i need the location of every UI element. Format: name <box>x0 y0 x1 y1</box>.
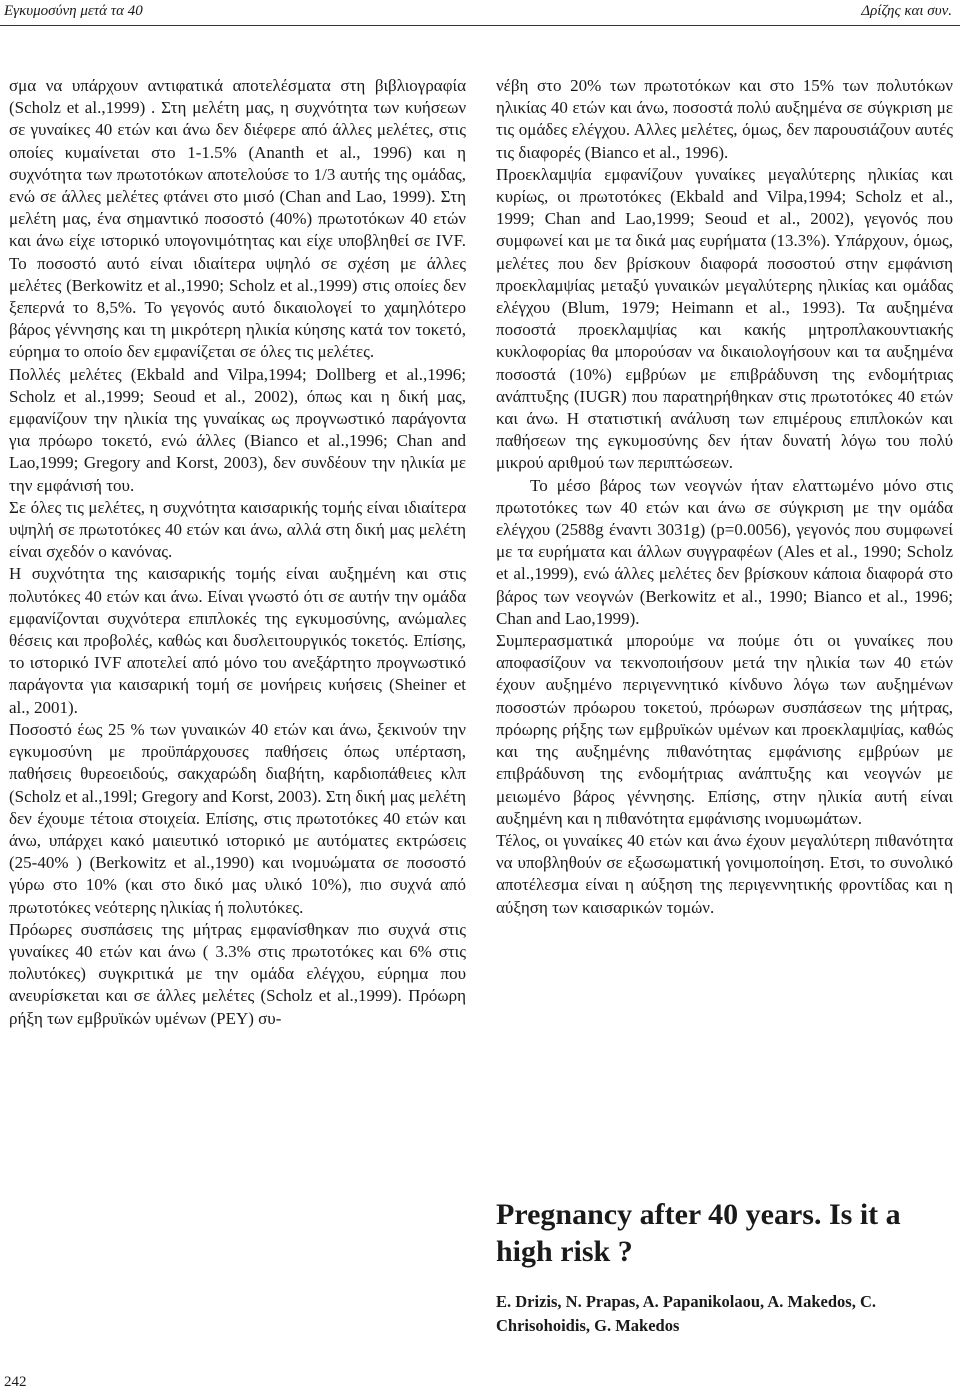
paragraph: Πολλές μελέτες (Ekbald and Vilpa,1994; Dollberg et al.,1996; Scholz et al.,1999; Seoud et al., 2002), όπως και η δική μας, εμφανίζουν την ηλικία της γυναίκας ως προγνωστικό παράγοντα για πρόωρο τοκετό, ενώ άλλες (Bianco et al.,1996; Chan and Lao,1999; Gregory and Korst, 2003), δεν συνδέουν την ηλικία με την εμφάνισή του. <box>9 364 466 495</box>
paragraph: Ποσοστό έως 25 % των γυναικών 40 ετών και άνω, ξεκινούν την εγκυμοσύνη με προϋπάρχουσες παθήσεις όπως υπέρταση, παθήσεις θυρεοειδούς, σακχαρώδη διαβήτη, καρδιοπάθειες κλπ (Scholz et al.,199l; Gregory and Korst, 2003). Στη δική μας μελέτη δεν έχουμε τέτοια στοιχεία. Επίσης, στις πρωτοτόκες 40 ετών και άνω, υπάρχει κακό μαιευτικό ιστορικό με αυτόματες εκτρώσεις (25-40% ) (Berkowitz et al.,1990) και ινομυώματα σε ποσοστό γύρω στο 10% (και στο δικό μας υλικό 10%), πιο συχνά από πρωτοτόκες νεότερης ηλικίας ή πολυτόκες. <box>9 719 466 917</box>
paragraph: Το μέσο βάρος των νεογνών ήταν ελαττωμένο μόνο στις πρωτοτόκες των 40 ετών και άνω σε σύγκριση με την ομάδα ελέγχου (2588g έναντι 3031g) (p=0.0056), γεγονός που συμφωνεί με τα ευρήματα και άλλων συγγραφέων (Ales et al., 1990; Scholz et al.,1999), ενώ άλλες μελέτες δεν βρίσκουν κάποια διαφορά στο βάρος των νεογνών (Berkowitz et al., 1990; Bianco et al., 1996; Chan and Lao,1999). <box>496 475 953 628</box>
paragraph: νέβη στο 20% των πρωτοτόκων και στο 15% των πολυτόκων ηλικίας 40 ετών και άνω, ποσοστά πολύ αυξημένα σε σύγκριση με τις ομάδες ελέγχου. Αλλες μελέτες, όμως, δεν παρουσιάζουν αυτές τις διαφορές (Bianco et al., 1996). <box>496 76 953 162</box>
page-number: 242 <box>4 1374 27 1390</box>
header-rule <box>0 25 960 26</box>
left-column <box>9 75 466 1030</box>
running-head-left: Εγκυμοσύνη μετά τα 40 <box>4 3 143 19</box>
paragraph: σμα να υπάρχουν αντιφατικά αποτελέσματα στη βιβλιογραφία (Scholz et al.,1999) . Στη μελέτη μας, η συχνότητα των κυήσεων σε γυναίκες 40 ετών και άνω δεν διέφερε από άλλες μελέτες, στις οποίες κυμαίνεται στο 1-1.5% (Ananth et al., 1996) και η συχνότητα των πρωτοτόκων αποτελούσε το 1/3 αυτής της ομάδας, ενώ σε άλλες μελέτες φτάνει στο μισό (Chan and Lao, 1999). Στη μελέτη μας, ένα σημαντικό ποσοστό (40%) πρωτοτόκων 40 ετών και άνω είχε ιστορικό υπογονιμότητας και είχε υποβληθεί σε IVF. Το ποσοστό αυτό είναι ιδιαίτερα υψηλό σε σχέση με άλλες μελέτες (Berkowitz et al.,1990; Scholz et al.,1999) στις οποίες δεν ξεπερνά το 8,5%. Το γεγονός αυτό δικαιολογεί το χαμηλότερο βάρος γέννησης και τη μικρότερη ηλικία κύησης κατά τον τοκετό, εύρημα το οποίο δεν εμφανίζεται σε όλες τις μελέτες. <box>9 76 466 362</box>
running-head-right: Δρίζης και συν. <box>861 3 952 19</box>
authors: E. Drizis, N. Prapas, A. Papanikolaou, A. Makedos, C. Chrisohoidis, G. Makedos <box>496 1292 876 1335</box>
english-title: Pregnancy after 40 years. Is it a high risk ? <box>496 1198 901 1268</box>
running-head <box>0 0 960 22</box>
paragraph: Προεκλαμψία εμφανίζουν γυναίκες μεγαλύτερης ηλικίας και κυρίως, οι πρωτοτόκες (Ekbald and Vilpa,1994; Scholz et al., 1999; Chan and Lao,1999; Seoud et al., 2002), γεγονός που συμφωνεί και με τα δικά μας ευρήματα (13.3%). Υπάρχουν, όμως, μελέτες που δεν βρίσκουν διαφορά ποσοστού στην εμφάνιση προεκλαμψίας μεταξύ γυναικών μεγαλύτερης ηλικίας και ομάδας ελέγχου (Blum, 1979; Heimann et al., 1993). Τα αυξημένα ποσοστά προεκλαμψίας και κακής μητροπλακουντιακής κυκλοφορίας θα μπορούσαν να δικαιολογήσουν και τα αυξημένα ποσοστά (10%) εμβρύων με επιβράδυνση της ενδομήτριας ανάπτυξης (IUGR) που παρατηρήθηκαν στις πρωτοτόκες 40 ετών και άνω. Η στατιστική ανάλυση των επιμέρους επιπλοκών και παθήσεων της εγκυμοσύνης δεν ήταν δυνατή λόγω του πολύ μικρού αριθμού των περιπτώσεων. <box>496 164 953 473</box>
paragraph: Η συχνότητα της καισαρικής τομής είναι αυξημένη και στις πολυτόκες 40 ετών και άνω. Είναι γνωστό ότι σε αυτήν την ομάδα εμφανίζονται συχνότερα επιπλοκές της εγκυμοσύνης, ανώμαλες θέσεις και προβολές, καθώς και δυσλειτουργικός τοκετός. Επίσης, το ιστορικό IVF αποτελεί από μόνο του ανεξάρτητο προγνωστικό παράγοντα για καισαρική τομή σε μονήρεις κυήσεις (Sheiner et al., 2001). <box>9 564 466 717</box>
paragraph: Σε όλες τις μελέτες, η συχνότητα καισαρικής τομής είναι ιδιαίτερα υψηλή σε πρωτοτόκες 40 ετών και άνω, αλλά στη δική μας μελέτη είναι σχεδόν ο κανόνας. <box>9 497 466 562</box>
paragraph: Τέλος, οι γυναίκες 40 ετών και άνω έχουν μεγαλύτερη πιθανότητα να υποβληθούν σε εξωσωματική γονιμοποίηση. Ετσι, το συνολικό αποτέλεσμα είναι η αύξηση της περιγεννητικής φροντίδας και η αύξηση των καισαρικών τομών. <box>496 830 953 917</box>
paragraph: Πρόωρες συσπάσεις της μήτρας εμφανίσθηκαν πιο συχνά στις γυναίκες 40 ετών και άνω ( 3.3% στις πρωτοτόκες και 6% στις πολυτόκες) συγκριτικά με την ομάδα ελέγχου, εύρημα που ανευρίσκεται και σε άλλες μελέτες (Scholz et al.,1999). Πρόωρη ρήξη των εμβρυϊκών υμένων (ΡΕΥ) συ- <box>9 919 466 1028</box>
paragraph: Συμπερασματικά μπορούμε να πούμε ότι οι γυναίκες που αποφασίζουν να τεκνοποιήσουν μετά την ηλικία των 40 ετών έχουν αυξημένο περιγεννητικό κίνδυνο λόγω των αυξημένων ποσοστών πρόωρου τοκετού, πρόωρων συσπάσεων της μήτρας, πρόωρης ρήξης των εμβρυϊκών υμένων και προεκλαμψίας, καθώς και της αυξημένης πιθανότητας εμφάνισης εμβρύων με επιβράδυνση της ενδομήτριας ανάπτυξης και νεογνών με μειωμένο βάρος γέννησης. Επίσης, στην ηλικία αυτή είναι αυξημένη και η πιθανότητα εμφάνισης ινομυωμάτων. <box>496 631 953 828</box>
right-column <box>496 75 953 919</box>
